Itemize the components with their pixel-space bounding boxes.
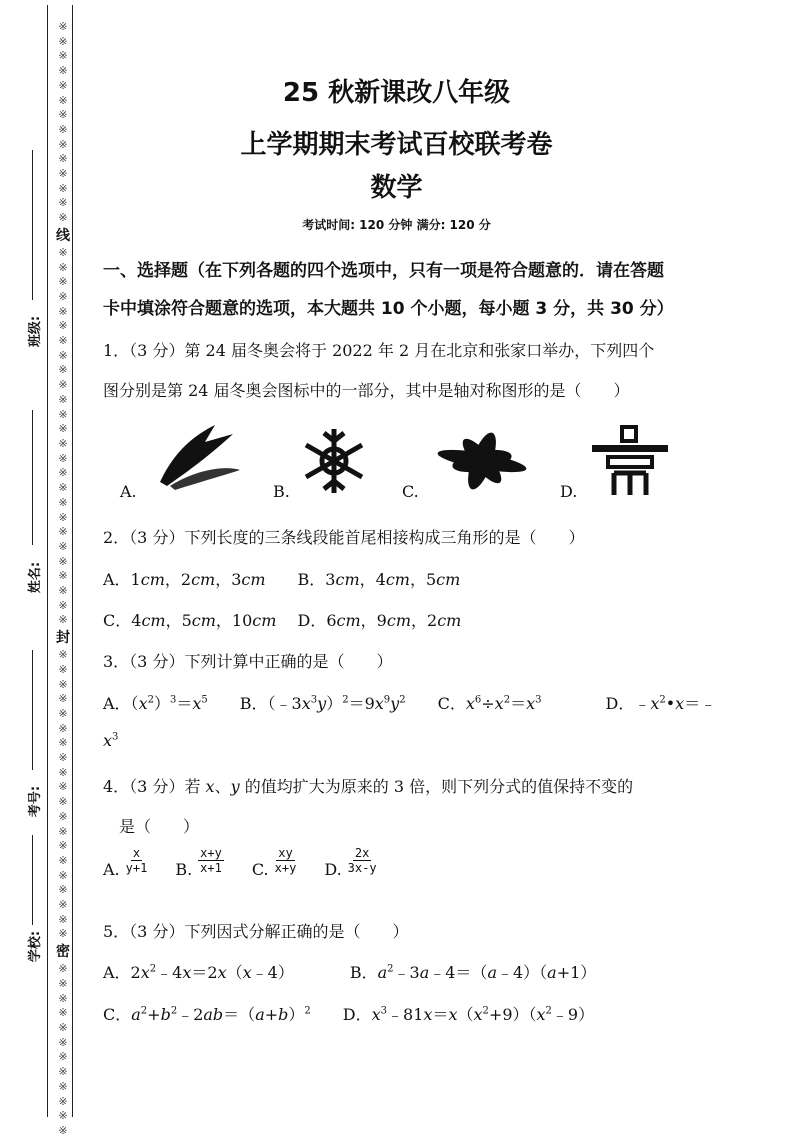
star-mark: ※ [58,584,68,598]
text-segment: a [131,1005,141,1024]
star-mark: ※ [58,422,68,436]
text-segment: cm [436,570,461,589]
star-mark: ※ [58,898,68,912]
star-mark: ※ [58,334,68,348]
text-segment: 3 [310,694,318,706]
star-mark: ※ [58,196,68,210]
star-mark: ※ [58,64,68,78]
text-segment: x [465,694,475,713]
text-segment: A．1 [103,570,141,589]
text-segment: + [147,1005,161,1024]
text-segment: x [374,694,384,713]
text-segment: x [242,963,252,982]
option-label: D. [324,860,342,879]
text-segment: 2 [342,694,349,706]
star-mark: ※ [58,481,68,495]
text-segment: 3 [112,731,119,743]
star-mark: ※ [58,260,68,274]
numerator: 2x [354,846,370,860]
star-mark: ※ [58,436,68,450]
star-mark: ※ [58,736,68,750]
seal-mark-xian: 线 [56,227,70,244]
star-mark: ※ [58,883,68,897]
star-mark: ※ [58,1123,68,1137]
star-mark: ※ [58,662,68,676]
star-mark: ※ [58,363,68,377]
text-segment: A．（ [103,694,139,713]
text-segment: cm [141,611,166,630]
text-segment: C． [405,694,466,713]
text-segment: 3．（3 分）下列计算中正确的是（ ） [103,652,393,671]
text-segment: 9 [383,694,391,706]
text-segment: 1．（3 分）第 24 届冬奥会将于 2022 年 2 月在北京和张家口举办，下列四个 [103,341,655,360]
text-segment: x [103,731,113,750]
text-segment: （ [226,963,243,982]
star-mark: ※ [58,20,68,33]
text-segment: 5．（3 分）下列因式分解正确的是（ ） [103,922,409,941]
star-mark: ※ [58,1006,68,1020]
q5-options-ab [103,960,596,983]
text-segment: x [675,694,685,713]
star-mark: ※ [58,613,68,627]
star-mark: ※ [58,1079,68,1093]
text-segment: ＝9 [348,694,375,713]
q1-line-2 [103,378,630,401]
star-mark: ※ [58,245,68,259]
text-segment: ＝﹣ [684,694,717,713]
text-segment: 2 [387,963,394,975]
star-mark: ※ [58,108,68,122]
star-mark: ※ [58,598,68,612]
text-segment: 2．（3 分）下列长度的三条线段能首尾相接构成三角形的是（ ） [103,528,585,547]
text-segment: 2 [482,1005,489,1017]
text-segment: x [371,1005,381,1024]
star-mark: ※ [58,1094,68,1108]
text-segment: cm [191,611,216,630]
star-mark: ※ [58,525,68,539]
option-label: B. [175,860,193,879]
title-line-1: 25 秋新课改八年级 [282,78,511,108]
star-mark: ※ [58,824,68,838]
star-mark: ※ [58,348,68,362]
star-mark: ※ [58,706,68,720]
star-mark: ※ [58,1050,68,1064]
star-mark: ※ [58,1109,68,1123]
text-segment: x [138,694,148,713]
text-segment: x [301,694,311,713]
star-mark: ※ [58,751,68,765]
text-segment: x [217,963,227,982]
q4-option [324,846,382,879]
q1-option-d: D. [560,482,578,501]
text-segment: 的值均扩大为原来的 3 倍，则下列分式的值保持不变的 [239,777,634,796]
text-segment: x [192,694,202,713]
text-segment: a [255,1005,265,1024]
text-segment: 是（ ） [103,817,200,836]
q4-option [175,846,230,879]
q5-stem [103,919,408,942]
text-segment: D． [310,1005,372,1024]
star-mark: ※ [58,721,68,735]
star-mark: ※ [58,976,68,990]
star-mark: ※ [58,319,68,333]
text-segment: ） [153,694,170,713]
star-mark: ※ [58,49,68,63]
q3-options-cont [103,731,118,750]
text-segment: cm [252,611,277,630]
text-segment: 2 [659,694,666,706]
star-mark: ※ [58,78,68,92]
text-segment: x [536,1005,546,1024]
text-segment: a [419,963,430,982]
field-school-label: 学校: [28,930,44,963]
fraction [348,846,377,875]
text-segment: 2 [503,694,511,706]
star-mark: ※ [58,510,68,524]
text-segment: 4．（3 分）若 [103,777,206,796]
text-segment: ，10 [215,611,253,630]
text-segment: 2 [170,1005,178,1017]
star-mark: ※ [58,378,68,392]
text-segment: a [377,963,388,982]
text-segment: ，5 [165,611,192,630]
star-mark: ※ [58,648,68,662]
star-mark: ※ [58,211,68,225]
text-segment: D．﹣ [541,694,651,713]
olympic-icon-d [590,425,670,497]
text-segment: ﹣4）（ [496,963,548,982]
text-segment: cm [335,570,360,589]
text-segment: y [230,777,240,796]
fraction [275,846,297,875]
q5-options-cd [103,1002,594,1025]
q1-option-c: C. [402,482,419,501]
olympic-icon-b [300,425,368,497]
text-segment: 3 [380,1005,388,1017]
text-segment: 2 [399,694,406,706]
star-mark: ※ [58,765,68,779]
text-segment: cm [437,611,462,630]
text-segment: 2 [149,963,157,975]
text-segment: B．3 [265,570,336,589]
star-mark: ※ [58,554,68,568]
star-mark: ※ [58,868,68,882]
text-segment: 3 [169,694,177,706]
star-mark: ※ [58,304,68,318]
star-mark: ※ [58,167,68,181]
star-mark: ※ [58,122,68,136]
text-segment: 6 [474,694,482,706]
star-mark: ※ [58,407,68,421]
text-segment: ﹣4） B． [251,963,378,982]
text-segment: x [423,1005,433,1024]
text-segment: y [390,694,400,713]
q1-option-b: B. [273,482,290,501]
text-segment: x [205,777,215,796]
text-segment: b [160,1005,171,1024]
text-segment: cm [336,611,361,630]
text-segment: （ [457,1005,474,1024]
q4-option [251,846,302,879]
text-segment: x [650,694,660,713]
star-mark: ※ [58,289,68,303]
q4-stem [103,774,633,797]
seal-mark-feng: 封 [56,630,70,647]
star-mark: ※ [58,181,68,195]
star-mark: ※ [58,466,68,480]
text-segment: ﹣4＝（ [429,963,488,982]
text-segment: ﹣4 [156,963,183,982]
star-mark: ※ [58,839,68,853]
text-segment: 5 [201,694,208,706]
text-segment: +1） [556,963,597,982]
option-label: C. [251,860,269,879]
text-segment: C． [103,1005,132,1024]
star-mark: ※ [58,34,68,48]
text-segment: cm [191,570,216,589]
star-mark: ※ [58,780,68,794]
exam-info: 考试时间: 120 分钟 满分: 120 分 [302,218,491,232]
text-segment: ＝ [176,694,193,713]
text-segment: ＝（ [223,1005,256,1024]
text-segment: B．（﹣3 [207,694,302,713]
text-segment: b [278,1005,289,1024]
text-segment: cm [241,570,266,589]
text-segment: x [494,694,504,713]
title-line-2: 上学期期末考试百校联考卷 [240,130,553,160]
field-name-label: 姓名: [28,561,44,594]
denominator: 3x-y [347,861,377,875]
star-mark: ※ [58,692,68,706]
star-mark: ※ [58,912,68,926]
text-segment: 、 [214,777,231,796]
q2-options-ab [103,567,460,590]
text-segment: ﹣9） [551,1005,595,1024]
numerator: xy [278,846,293,860]
q4-stem-cont [103,814,199,837]
section-heading-1: 一、选择题（在下列各题的四个选项中，只有一项是符合题意的．请在答题 [103,261,664,281]
text-segment: x [526,694,536,713]
text-segment: ） [326,694,343,713]
q1-line-1 [103,338,654,361]
field-class-label: 班级: [28,315,44,348]
olympic-icon-a [155,420,245,490]
star-mark: ※ [58,853,68,867]
star-mark: ※ [58,1065,68,1079]
star-mark: ※ [58,152,68,166]
text-segment: y [317,694,327,713]
text-segment: 3 [535,694,542,706]
star-mark: ※ [58,392,68,406]
star-mark: ※ [58,1035,68,1049]
denominator: x+y [274,861,297,875]
q4-option [103,846,153,879]
text-segment: cm [386,611,411,630]
numerator: x+y [200,846,222,860]
text-segment: cm [140,570,165,589]
text-segment: x [182,963,192,982]
text-segment: ﹣81 [387,1005,424,1024]
field-exam-number-label: 考号: [28,785,44,818]
star-mark: ※ [58,451,68,465]
subject: 数学 [370,173,423,203]
text-segment: ﹣2 [177,1005,204,1024]
text-segment: ÷ [481,694,495,713]
text-segment: ，2 [164,570,192,589]
text-segment: x [473,1005,483,1024]
text-segment: D．6 [276,611,337,630]
text-segment: ＝2 [191,963,218,982]
star-mark: ※ [58,795,68,809]
star-mark: ※ [58,1021,68,1034]
text-segment: ，4 [359,570,386,589]
text-segment: ＝ [510,694,527,713]
text-segment: 2 [304,1005,311,1017]
text-segment: 2 [545,1005,552,1017]
option-label: A. [103,860,120,879]
star-mark: ※ [58,809,68,823]
q2-stem [103,525,584,548]
star-mark: ※ [58,962,68,976]
section-heading-2: 卡中填涂符合题意的选项，本大题共 10 个小题，每小题 3 分，共 30 分） [103,299,674,319]
star-mark: ※ [58,569,68,583]
text-segment: x [140,963,150,982]
numerator: x [132,846,141,860]
olympic-icon-c [432,425,532,497]
text-segment: ﹣3 [393,963,420,982]
q3-options [103,691,716,714]
text-segment: a [547,963,557,982]
star-mark: ※ [58,495,68,509]
star-mark: ※ [58,677,68,691]
text-segment: ＝ [432,1005,449,1024]
text-segment: cm [385,570,410,589]
text-segment: ab [203,1005,224,1024]
text-segment: x [448,1005,458,1024]
text-segment: ，3 [215,570,242,589]
text-segment: ，2 [411,611,438,630]
text-segment: ） [288,1005,305,1024]
star-mark: ※ [58,137,68,151]
denominator: y+1 [125,861,148,875]
q1-option-a: A. [120,482,137,501]
text-segment: 图分别是第 24 届冬奥会图标中的一部分，其中是轴对称图形的是（ ） [103,381,630,400]
star-mark: ※ [58,927,68,941]
denominator: x+1 [200,861,222,875]
star-mark: ※ [58,93,68,107]
text-segment: C．4 [103,611,142,630]
text-segment: + [264,1005,279,1024]
text-segment: 2 [147,694,154,706]
star-mark: ※ [58,991,68,1005]
text-segment: ，5 [409,570,437,589]
text-segment: A．2 [103,963,141,982]
star-mark: ※ [58,539,68,553]
q3-stem [103,649,392,672]
seal-mark-mi: 密 [56,944,70,961]
text-segment: 2 [140,1005,148,1017]
fraction [126,846,148,875]
text-segment: ，9 [360,611,387,630]
text-segment: +9）（ [488,1005,537,1024]
text-segment: a [487,963,497,982]
star-mark: ※ [58,275,68,289]
q2-options-cd [103,608,461,631]
q4-options [103,846,405,885]
text-segment: • [665,694,676,713]
fraction [198,846,224,875]
